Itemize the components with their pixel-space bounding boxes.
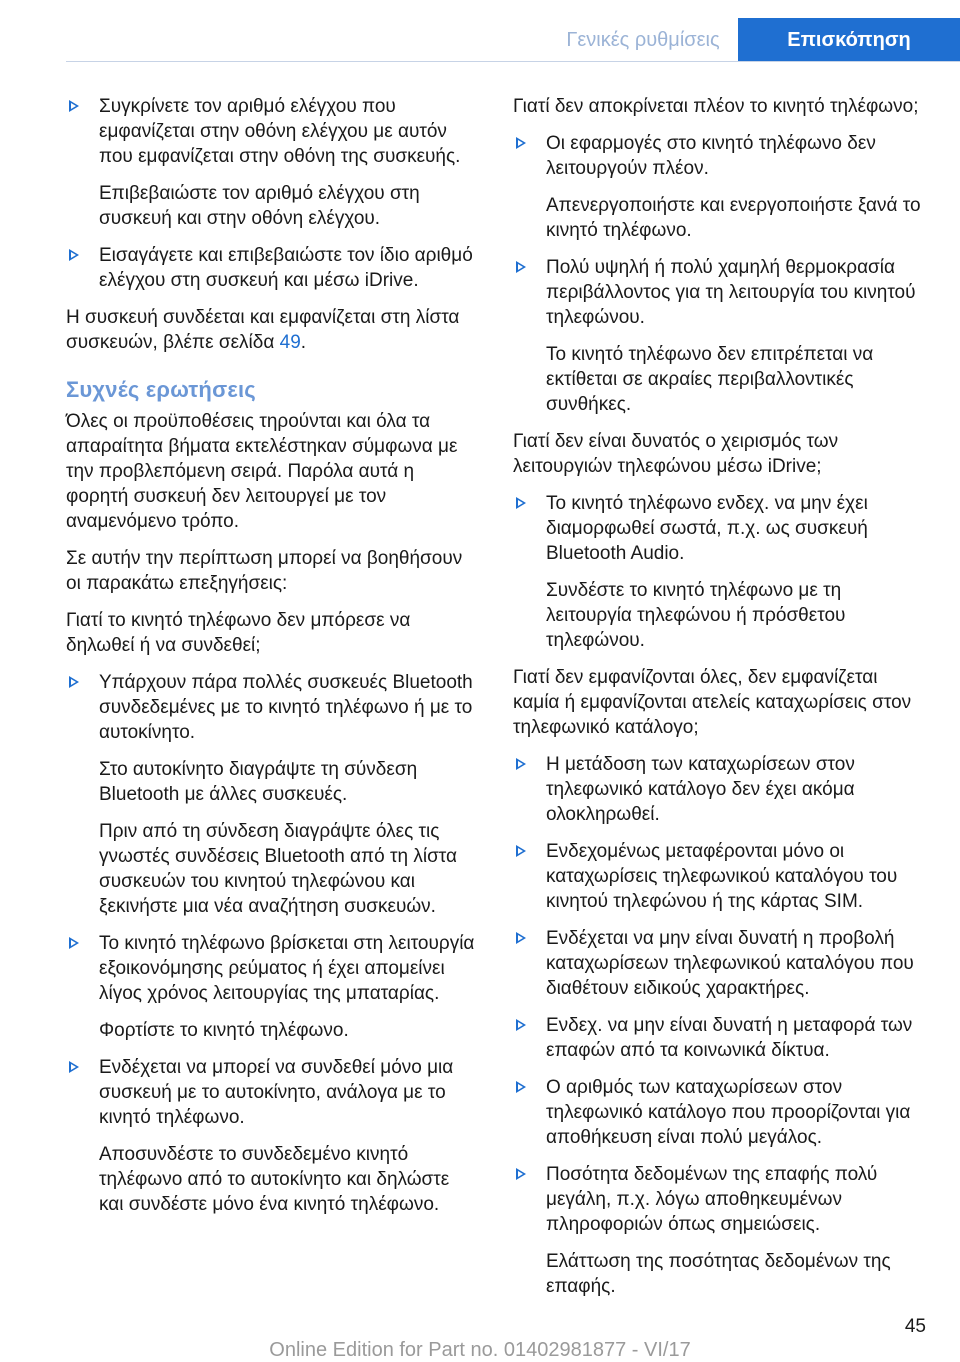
- question: Γιατί δεν εμφανίζονται όλες, δεν εμφανίζεται καμία ή εμφανίζονται ατελείς καταχωρίσεις στον τηλεφωνικό κατάλογο;: [513, 667, 912, 738]
- list-item: [513, 1075, 925, 1150]
- item-text: Ενδεχ. να μην είναι δυνατή η μεταφορά των επαφών από τα κοινωνικά δίκτυα.: [546, 1015, 913, 1061]
- list-item: [66, 931, 476, 1043]
- item-text: Ενδέχεται να μπορεί να συνδεθεί μόνο μια συσκευή με το αυτοκίνητο, ανάλογα με το κινητό τηλέφωνο.: [99, 1057, 454, 1128]
- triangle-bullet-icon: [516, 137, 526, 149]
- list-item: [66, 670, 476, 919]
- triangle-bullet-icon: [516, 932, 526, 944]
- item-text: Εισαγάγετε και επιβεβαιώστε τον ίδιο αριθμό ελέγχου στη συσκευή και μέσω iDrive.: [99, 245, 473, 291]
- item-text: Η μετάδοση των καταχωρίσεων στον τηλεφωνικό κατάλογο δεν έχει ακόμα ολοκληρωθεί.: [546, 754, 855, 825]
- list-item: [513, 491, 925, 653]
- item-text: Ενδέχεται να μην είναι δυνατή η προβολή καταχωρίσεων τηλεφωνικού καταλόγου που διαθέτουν ειδικούς χαρακτήρες.: [546, 928, 914, 999]
- item-action: Πριν από τη σύνδεση διαγράψτε όλες τις γνωστές συνδέσεις Bluetooth από τη λίστα συσκευών του κινητού τηλεφώνου και ξεκινήστε μια νέα αναζήτηση συσκευών.: [99, 821, 458, 917]
- triangle-bullet-icon: [516, 1019, 526, 1031]
- left-column: [66, 94, 476, 1229]
- list-item: [513, 926, 925, 1001]
- triangle-bullet-icon: [516, 758, 526, 770]
- header-divider: [66, 61, 960, 62]
- item-action: Ελάττωση της ποσότητας δεδομένων της επαφής.: [546, 1251, 891, 1297]
- item-action: Φορτίστε το κινητό τηλέφωνο.: [99, 1020, 349, 1041]
- item-text: Οι εφαρμογές στο κινητό τηλέφωνο δεν λειτουργούν πλέον.: [546, 133, 876, 179]
- faq-help: Σε αυτήν την περίπτωση μπορεί να βοηθήσουν οι παρακάτω επεξηγήσεις:: [66, 548, 463, 594]
- right-column: [513, 94, 925, 1311]
- item-text: Το κινητό τηλέφωνο ενδεχ. να μην έχει διαμορφωθεί σωστά, π.χ. ως συσκευή Bluetooth Audio.: [546, 493, 868, 564]
- question: Γιατί δεν αποκρίνεται πλέον το κινητό τηλέφωνο;: [513, 96, 919, 117]
- list-item: [513, 255, 925, 417]
- faq-heading: Συχνές ερωτήσεις: [66, 377, 256, 402]
- item-text: Υπάρχουν πάρα πολλές συσκευές Bluetooth συνδεδεμένες με το κινητό τηλέφωνο ή με το αυτοκίνητο.: [99, 672, 473, 743]
- triangle-bullet-icon: [69, 1061, 79, 1073]
- header-section-tab[interactable]: Γενικές ρυθμίσεις: [566, 29, 720, 51]
- page-reference-link[interactable]: 49: [279, 332, 301, 353]
- list-item: [513, 1013, 925, 1063]
- faq-intro: Όλες οι προϋποθέσεις τηρούνται και όλα τα απαραίτητα βήματα εκτελέστηκαν σύμφωνα με την προβλεπόμενη σειρά. Παρόλα αυτά η φορητή συσκευή δεν λειτουργεί με τον αναμενόμενο τρόπο.: [66, 411, 458, 532]
- triangle-bullet-icon: [69, 676, 79, 688]
- item-action: Στο αυτοκίνητο διαγράψτε τη σύνδεση Bluetooth με άλλες συσκευές.: [99, 759, 418, 805]
- page-number: 45: [904, 1316, 926, 1337]
- header-chapter-tab[interactable]: Επισκόπηση: [738, 18, 960, 62]
- connected-note: [66, 305, 476, 355]
- triangle-bullet-icon: [516, 261, 526, 273]
- list-item: [66, 94, 476, 231]
- item-action: Το κινητό τηλέφωνο δεν επιτρέπεται να εκτίθεται σε ακραίες περιβαλλοντικές συνθήκες.: [546, 344, 874, 415]
- item-action: Απενεργοποιήστε και ενεργοποιήστε ξανά το κινητό τηλέφωνο.: [546, 195, 921, 241]
- list-item: [513, 131, 925, 243]
- item-action: Συνδέστε το κινητό τηλέφωνο με τη λειτουργία τηλεφώνου ή πρόσθετου τηλεφώνου.: [546, 580, 846, 651]
- triangle-bullet-icon: [516, 1168, 526, 1180]
- triangle-bullet-icon: [516, 497, 526, 509]
- item-text: Ενδεχομένως μεταφέρονται μόνο οι καταχωρίσεις τηλεφωνικού καταλόγου του κινητού τηλεφώνου ή της κάρτας SIM.: [546, 841, 898, 912]
- item-text: Ποσότητα δεδομένων της επαφής πολύ μεγάλη, π.χ. λόγω αποθηκευμένων πληροφοριών όπως σημειώσεις.: [546, 1164, 878, 1235]
- triangle-bullet-icon: [69, 937, 79, 949]
- list-item: [513, 1162, 925, 1299]
- triangle-bullet-icon: [516, 845, 526, 857]
- item-action: Αποσυνδέστε το συνδεδεμένο κινητό τηλέφωνο από το αυτοκίνητο και δηλώστε και συνδέστε μόνο ένα κινητό τηλέφωνο.: [99, 1144, 450, 1215]
- triangle-bullet-icon: [69, 249, 79, 261]
- question: Γιατί το κινητό τηλέφωνο δεν μπόρεσε να δηλωθεί ή να συνδεθεί;: [66, 610, 411, 656]
- connected-text: Η συσκευή συνδέεται και εμφανίζεται στη λίστα συσκευών, βλέπε σελίδα: [66, 307, 460, 353]
- item-text: Συγκρίνετε τον αριθμό ελέγχου που εμφανίζεται στην οθόνη ελέγχου με αυτόν που εμφανίζεται στην οθόνη της συσκευής.: [99, 96, 461, 167]
- list-item: [513, 752, 925, 827]
- question: Γιατί δεν είναι δυνατός ο χειρισμός των λειτουργιών τηλεφώνου μέσω iDrive;: [513, 431, 839, 477]
- item-text: Το κινητό τηλέφωνο βρίσκεται στη λειτουργία εξοικονόμησης ρεύματος ή έχει απομείνει λίγος χρόνος λειτουργίας της μπαταρίας.: [99, 933, 475, 1004]
- item-text: Πολύ υψηλή ή πολύ χαμηλή θερμοκρασία περιβάλλοντος για τη λειτουργία του κινητού τηλεφώνου.: [546, 257, 916, 328]
- edition-footer: Online Edition for Part no. 01402981877 - VI/17: [269, 1339, 691, 1361]
- list-item: [513, 839, 925, 914]
- list-item: [66, 1055, 476, 1217]
- triangle-bullet-icon: [516, 1081, 526, 1093]
- triangle-bullet-icon: [69, 100, 79, 112]
- page-header: [0, 18, 960, 62]
- list-item: [66, 243, 476, 293]
- connected-end: .: [300, 332, 307, 353]
- item-text: Ο αριθμός των καταχωρίσεων στον τηλεφωνικό κατάλογο που προορίζονται για αποθήκευση είναι πολύ μεγάλος.: [546, 1077, 911, 1148]
- item-action: Επιβεβαιώστε τον αριθμό ελέγχου στη συσκευή και στην οθόνη ελέγχου.: [99, 183, 420, 229]
